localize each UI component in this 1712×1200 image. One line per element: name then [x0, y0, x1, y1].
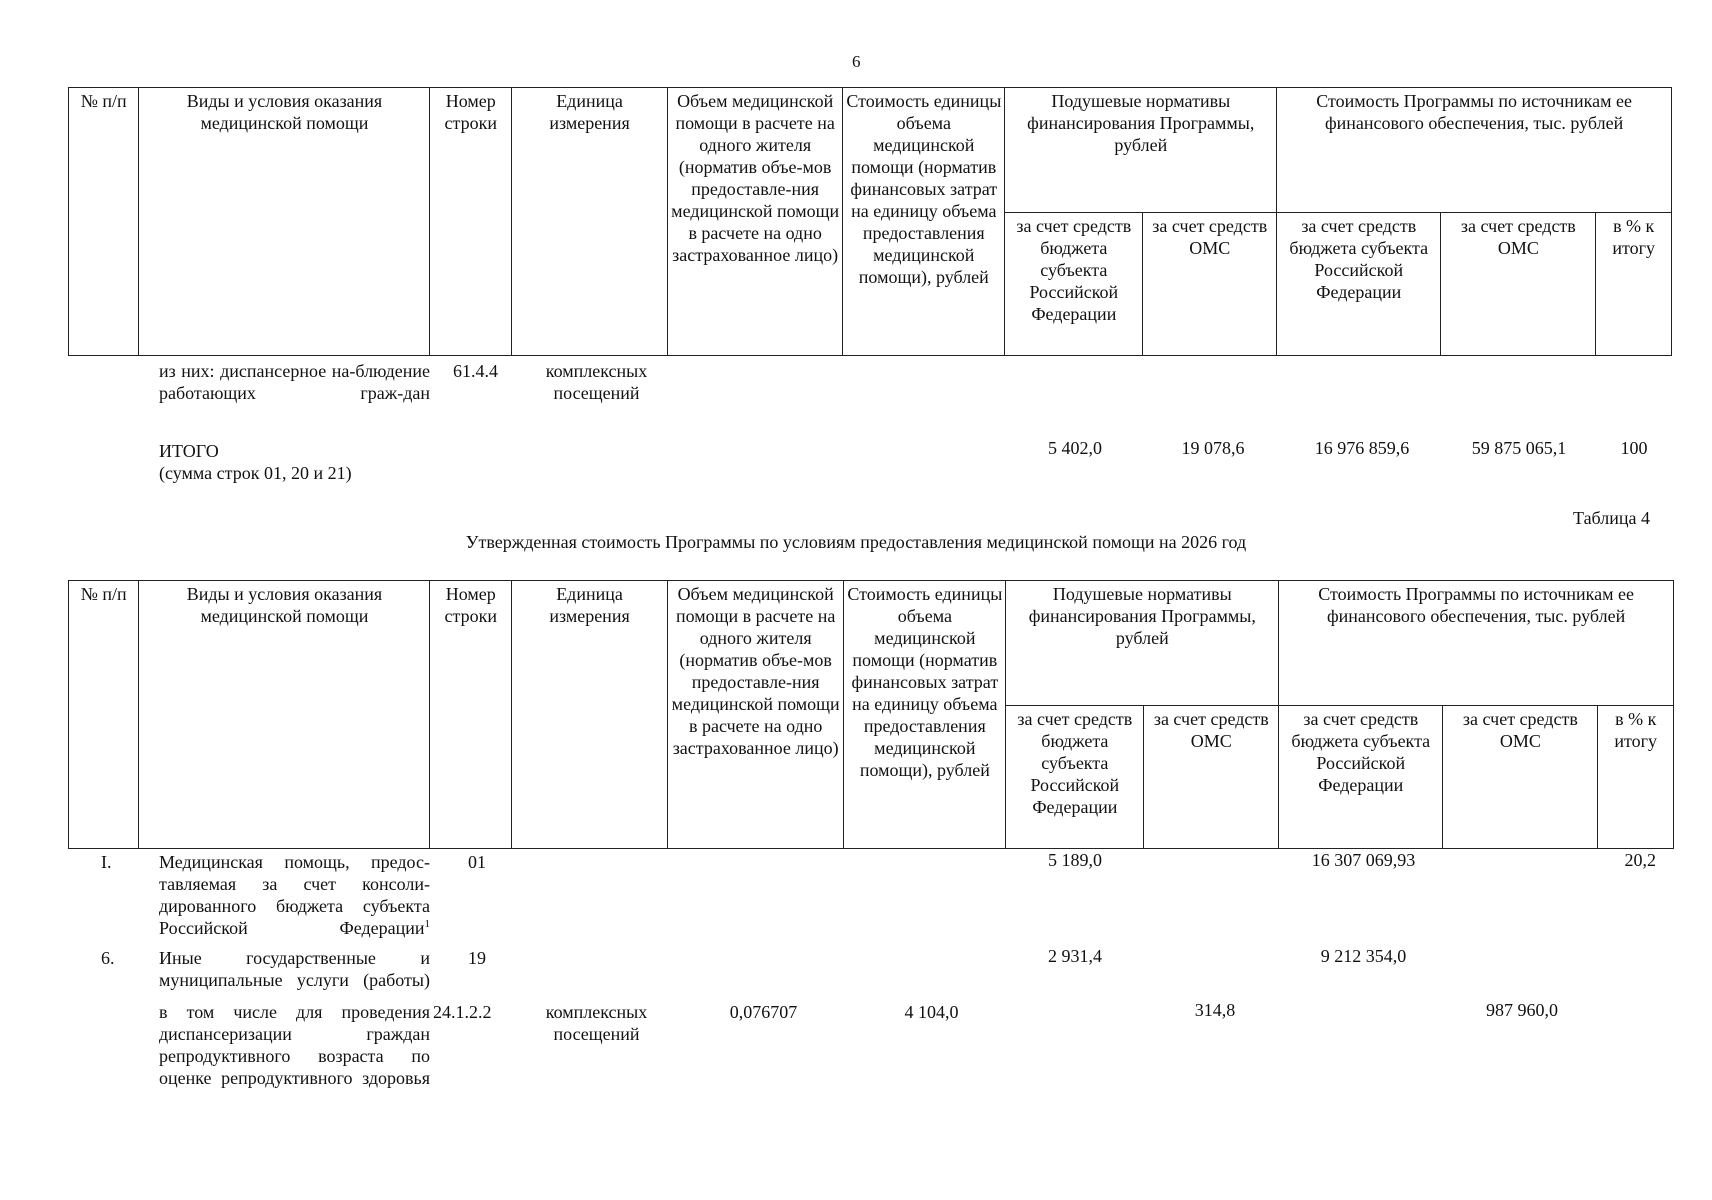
header-num: № п/п: [69, 88, 139, 356]
page-number: 6: [852, 52, 861, 71]
t1-row1-row: 61.4.4: [453, 361, 498, 381]
header-type: Виды и условия оказания медицинской помощи: [139, 581, 430, 849]
header-percap-budget: за счет средств бюджета субъекта Российской Федерации: [1005, 213, 1143, 356]
t2-row1-name-text: Медицинская помощь, предос-тавляемая за счет консоли-дированного бюджета субъекта Российской Федерации: [159, 852, 430, 938]
t1-total-total-oms: 59 875 065,1: [1471, 438, 1567, 458]
table-label: Таблица 4: [1573, 508, 1650, 528]
t1-total-name2: (сумма строк 01, 20 и 21): [159, 463, 352, 483]
t2-row3-volume: 0,076707: [729, 1002, 798, 1022]
header-total-oms: за счет средств ОМС: [1441, 213, 1596, 356]
t1-total-percap-oms: 19 078,6: [1181, 438, 1245, 458]
t2-row3-percap-oms: 314,8: [1194, 1000, 1236, 1020]
header-percap-oms: за счет средств ОМС: [1143, 213, 1277, 356]
t2-row2-name: Иные государственные и муниципальные услуги (работы): [159, 948, 430, 990]
t2-row2-total-budget: 9 212 354,0: [1320, 946, 1407, 966]
header-row: Номер строки: [430, 581, 512, 849]
header-cost: Стоимость единицы объема медицинской помощи (норматив финансовых затрат на единицу объема предоставления медицинской помощи), рублей: [844, 581, 1006, 849]
header-total-pct: в % к итогу: [1598, 706, 1674, 849]
t2-row3-name: в том числе для проведения диспансеризации граждан репродуктивного возраста по оценке репродуктивного здоровья: [159, 1002, 430, 1088]
t1-row1-unit: комплексных посещений: [545, 361, 648, 403]
t2-row3-unit: комплексных посещений: [545, 1002, 648, 1044]
header-unit: Единица измерения: [512, 88, 668, 356]
t2-row3-total-oms: 987 960,0: [1486, 1000, 1558, 1020]
t2-row3-cost: 4 104,0: [904, 1002, 959, 1022]
t2-row1-total-budget: 16 307 069,93: [1311, 850, 1416, 870]
t2-row3-row: 24.1.2.2: [433, 1002, 492, 1022]
t1-total-pct: 100: [1620, 438, 1648, 458]
t2-row1-num: I.: [101, 852, 112, 872]
header-total-budget: за счет средств бюджета субъекта Российской Федерации: [1277, 213, 1441, 356]
header-unit: Единица измерения: [512, 581, 668, 849]
header-percap: Подушевые нормативы финансирования Программы, рублей: [1005, 88, 1277, 213]
t2-row1-name: [159, 851, 430, 939]
header-total-oms: за счет средств ОМС: [1443, 706, 1598, 849]
t1-total-name: ИТОГО: [159, 441, 219, 461]
table-1-header: [68, 87, 1672, 356]
header-total-budget: за счет средств бюджета субъекта Российской Федерации: [1279, 706, 1443, 849]
header-volume: Объем медицинской помощи в расчете на одного жителя (норматив объе-мов предоставле-ния медицинской помощи в расчете на одно застрахованное лицо): [668, 88, 843, 356]
t1-total-percap-budget: 5 402,0: [1048, 438, 1102, 458]
table-2-caption: Утвержденная стоимость Программы по условиям предоставления медицинской помощи на 2026 год: [465, 532, 1247, 552]
t1-row1-name: из них: диспансерное на-блюдение работающих граж-дан: [159, 361, 430, 403]
t2-row2-num: 6.: [101, 948, 115, 968]
header-percap-oms: за счет средств ОМС: [1144, 706, 1279, 849]
t2-row1-footnote: 1: [424, 918, 430, 930]
t2-row1-pct: 20,2: [1624, 850, 1656, 870]
header-type: Виды и условия оказания медицинской помощи: [139, 88, 430, 356]
header-percap-budget: за счет средств бюджета субъекта Российской Федерации: [1006, 706, 1144, 849]
table-2-header: [68, 580, 1674, 849]
t2-row2-percap-budget: 2 931,4: [1048, 946, 1102, 966]
header-cost: Стоимость единицы объема медицинской помощи (норматив финансовых затрат на единицу объема предоставления медицинской помощи), рублей: [843, 88, 1005, 356]
header-total-pct: в % к итогу: [1596, 213, 1672, 356]
header-total: Стоимость Программы по источникам ее финансового обеспечения, тыс. рублей: [1277, 88, 1672, 213]
header-num: № п/п: [69, 581, 139, 849]
t1-total-total-budget: 16 976 859,6: [1314, 438, 1410, 458]
header-total: Стоимость Программы по источникам ее финансового обеспечения, тыс. рублей: [1279, 581, 1674, 706]
header-volume: Объем медицинской помощи в расчете на одного жителя (норматив объе-мов предоставле-ния медицинской помощи в расчете на одно застрахованное лицо): [668, 581, 844, 849]
t2-row1-row: 01: [468, 852, 486, 872]
t2-row1-percap-budget: 5 189,0: [1048, 850, 1102, 870]
header-percap: Подушевые нормативы финансирования Программы, рублей: [1006, 581, 1279, 706]
t2-row2-row: 19: [468, 948, 486, 968]
header-row: Номер строки: [430, 88, 512, 356]
